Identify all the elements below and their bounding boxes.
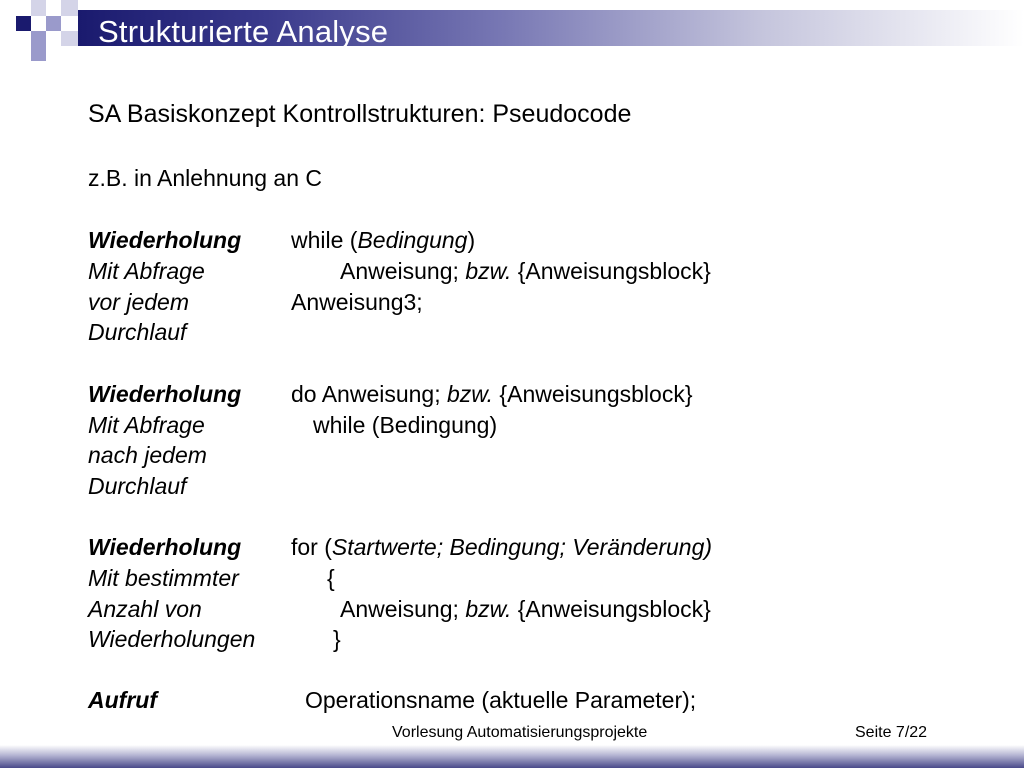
while-code-3: Anweisung3; (291, 289, 423, 315)
footer-course: Vorlesung Automatisierungsprojekte (392, 724, 648, 741)
for-label-1: Wiederholung (88, 534, 242, 560)
logo-square (31, 46, 46, 61)
for-code-3 (340, 595, 711, 623)
page-title: Strukturierte Analyse (98, 14, 389, 49)
code-text: Anweisung; (340, 258, 466, 284)
logo-square (31, 31, 46, 46)
while-label-4: Durchlauf (88, 319, 187, 345)
do-label-1: Wiederholung (88, 381, 242, 407)
code-italic: bzw. (447, 381, 494, 407)
code-text: for ( (291, 534, 332, 560)
while-code-2 (340, 257, 711, 285)
for-label-2: Mit bestimmter (88, 565, 239, 591)
for-label-4: Wiederholungen (88, 626, 256, 652)
code-text: ) (467, 227, 476, 253)
code-italic: bzw. (465, 596, 512, 622)
while-label-1: Wiederholung (88, 227, 242, 253)
for-code-4: } (333, 626, 341, 652)
code-text: {Anweisungsblock} (511, 596, 711, 622)
code-italic: bzw. (465, 258, 512, 284)
code-italic: Startwerte; Bedingung; Veränderung) (331, 534, 713, 560)
logo-square (31, 0, 46, 16)
logo-square (16, 16, 31, 31)
logo-square (46, 16, 61, 31)
code-italic: Bedingung (357, 227, 468, 253)
for-label-3: Anzahl von (88, 596, 202, 622)
while-code-1 (291, 226, 475, 254)
do-code-2: while (Bedingung) (313, 412, 498, 438)
logo-square (61, 0, 78, 16)
footer-page-number: Seite 7/22 (855, 724, 928, 741)
footer-bar (0, 745, 1024, 768)
do-label-4: Durchlauf (88, 473, 187, 499)
slide-heading: SA Basiskonzept Kontrollstrukturen: Pseudocode (88, 100, 632, 128)
code-text: Anweisung; (340, 596, 466, 622)
intro-text: z.B. in Anlehnung an C (88, 165, 322, 191)
logo-square (61, 31, 78, 46)
code-text: {Anweisungsblock} (493, 381, 693, 407)
code-text: {Anweisungsblock} (511, 258, 711, 284)
do-label-3: nach jedem (88, 442, 207, 468)
code-text: do Anweisung; (291, 381, 448, 407)
while-label-3: vor jedem (88, 289, 189, 315)
while-label-2: Mit Abfrage (88, 258, 205, 284)
call-label: Aufruf (88, 687, 157, 713)
do-label-2: Mit Abfrage (88, 412, 205, 438)
do-code-1 (291, 380, 693, 408)
code-text: while ( (291, 227, 358, 253)
for-code-1 (291, 533, 712, 561)
for-code-2: { (327, 565, 335, 591)
call-code: Operationsname (aktuelle Parameter); (305, 687, 697, 713)
